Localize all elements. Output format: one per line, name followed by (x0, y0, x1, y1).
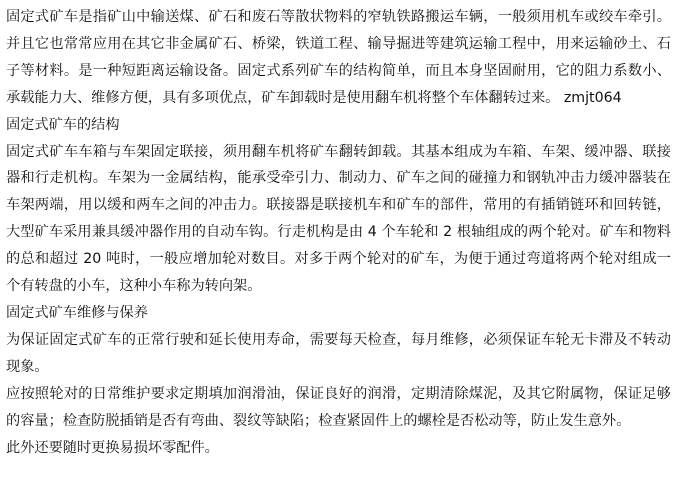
intro-text: 固定式矿车是指矿山中输送煤、矿石和废石等散状物料的窄轨铁路搬运车辆，一般须用机车或绞车牵引。并且它也常常应用在其它非金属矿石、桥梁，铁道工程、输导掘进等建筑运输工程中，用来运输砂土、石子等材料。是一种短距离运输设备。固定式系列矿车的结构简单，而且本身坚固耐用，它的阻力系数小、承载能力大、维修方便，具有多项优点，矿车卸载时是使用翻车机将整个车体翻转过来。 (6, 9, 671, 106)
maintenance-paragraph-1: 为保证固定式矿车的正常行驶和延长使用寿命，需要每天检查，每月维修，必须保证车轮无卡滞及不转动现象。 (6, 331, 671, 375)
article-tag: zmjt064 (563, 89, 622, 106)
maintenance-paragraph-2: 应按照轮对的日常维护要求定期填加润滑油，保证良好的润滑，定期清除煤泥，及其它附属物，保证足够的容量；检查防脱插销是否有弯曲、裂纹等缺陷；检查紧固件上的螺栓是否松动等，防止发生意外。 (6, 385, 671, 429)
structure-paragraph: 固定式矿车车箱与车架固定联接，须用翻车机将矿车翻转卸载。其基本组成为车箱、车架、缓冲器、联接器和行走机构。车架为一金属结构，能承受牵引力、制动力、矿车之间的碰撞力和钢轨冲击力缓冲器装在车架两端，用以缓和两车之间的冲击力。联接器是联接机车和矿车的部件，常用的有插销链环和回转链，大型矿车采用兼具缓冲器作用的自动车钩。行走机构是由 4 个车轮和 2 根轴组成的两个轮对。矿车和物料的总和超过 20 吨时，一般应增加轮对数目。对多于两个轮对的矿车，为便于通过弯道将两个轮对组成一个有转盘的小车，这种小车称为转向架。 (6, 143, 671, 295)
intro-paragraph (6, 4, 671, 112)
maintenance-heading: 固定式矿车维修与保养 (6, 304, 148, 321)
maintenance-paragraph-3: 此外还要随时更换易损坏零配件。 (6, 439, 219, 456)
structure-heading: 固定式矿车的结构 (6, 116, 120, 133)
